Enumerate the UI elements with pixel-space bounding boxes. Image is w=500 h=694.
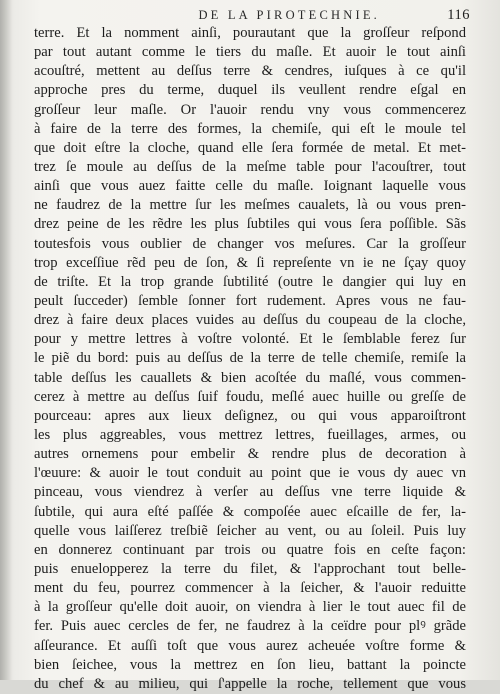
text-line: ment du feu, pourrez commencer à la ſeicher, & l'auoir reduitte <box>34 580 466 597</box>
text-line: drez à faire deux places vuides au deſſus du coupeau de la cloche, <box>34 312 466 329</box>
text-line: peult ſucceder) ſemble ſonner fort rudement. Apres vous ne fau- <box>34 292 466 309</box>
text-line: drez peine de les rẽdre les plus ſubtiles qui vous ſera poſſible. Sãs <box>34 216 466 233</box>
gutter-shadow <box>0 0 12 680</box>
running-head <box>30 8 470 23</box>
text-line: aſſeurance. Et auſſi toſt que vous aurez acheuée voſtre forme & <box>34 637 466 654</box>
body-text <box>34 24 466 694</box>
text-line: groſſeur leur maſle. Or l'auoir rendu vny vous commencerez <box>34 101 466 118</box>
text-line: en donnerez continuant par trois ou quatre fois en ceſte façon: <box>34 541 466 558</box>
text-line: que doit eſtre la cloche, quand elle ſera formée de metal. Et met- <box>34 139 466 156</box>
text-line: approche pres du terme, duquel ils veullent rendre eſgal en <box>34 82 466 99</box>
text-line: ſubtile, qui aura eſté paſſée & compoſée auec eſcaille de fer, la- <box>34 503 466 520</box>
text-line: par tout autant comme le tiers du maſle. Et auoir le tout ainſi <box>34 44 466 61</box>
text-line: ainſi que vous auez faitte celle du maſle. Ioignant laquelle vous <box>34 178 466 195</box>
text-line: bien ſeichee, vous la mettrez en ſon lieu, battant la poincte <box>34 656 466 673</box>
page-number: 116 <box>447 7 470 23</box>
running-head-text: DE LA PIROTECHNIE. <box>198 8 380 22</box>
text-line: toutesfois vous oublier de changer vos meſures. Car la groſſeur <box>34 235 466 252</box>
text-line: pour y mettre lettres à voſtre volonté. Et le ſemblable ferez ſur <box>34 331 466 348</box>
text-line: pinceau, vous viendrez à verſer au deſſus vne terre liquide & <box>34 484 466 501</box>
text-line: autres ornemens pour embelir & rendre plus de decoration à <box>34 446 466 463</box>
text-line: table deſſus les cauallets & bien acoſtée du maſlé, vous commen- <box>34 369 466 386</box>
text-line: du chef & au milieu, qui ſ'appelle la roche, tellement que vous <box>34 675 466 692</box>
text-line: à faire de la terre des formes, la chemiſe, qui eſt le moule tel <box>34 120 466 137</box>
text-line: terre. Et la nomment ainſi, pourautant que la groſſeur reſpond <box>34 25 466 41</box>
text-line: cerez à mettre au deſſus ſuif foudu, meſlé auec huille ou greſſe de <box>34 388 466 405</box>
text-line: ne faudrez de la mettre ſur les meſmes caualets, là ou vous pren- <box>34 197 466 214</box>
text-line: les plus aggreables, vous mettrez lettres, fueillages, armes, ou <box>34 426 466 443</box>
text-line: l'œuure: & auoir le tout conduit au point que ie vous dy auec vn <box>34 465 466 482</box>
text-line: puis enuelopperez la terre du filet, & l'approchant tout belle- <box>34 560 466 577</box>
text-line: à la groſſeur qu'elle doit auoir, on viendra à lier le tout auec fil de <box>34 599 466 616</box>
text-line: de triſte. Et la trop grande ſubtilité (outre le dangier qui luy en <box>34 273 466 290</box>
text-line: trop exceſſiue rẽd peu de ſon, & ſi repreſente vn ie ne ſçay quoy <box>34 254 466 271</box>
text-line: fer. Puis auec cercles de fer, ne faudrez à la ceïdre pour plꝰ grãde <box>34 618 466 635</box>
text-line: quelle vous laiſſerez treſbiẽ ſeicher au vent, ou au ſoleil. Puis luy <box>34 522 466 539</box>
text-line: le piẽ du bord: puis au deſſus de la terre de telle chemiſe, remiſe la <box>34 350 466 367</box>
text-line: pourceau: apres aux lieux deſignez, ou qui vous apparoiſtront <box>34 407 466 424</box>
text-line: trez ſe moule au deſſus de la meſme table pour l'acouſtrer, tout <box>34 158 466 175</box>
text-line: acouſtré, mettent au deſſus terre & cendres, iuſques à ce qu'il <box>34 63 466 80</box>
